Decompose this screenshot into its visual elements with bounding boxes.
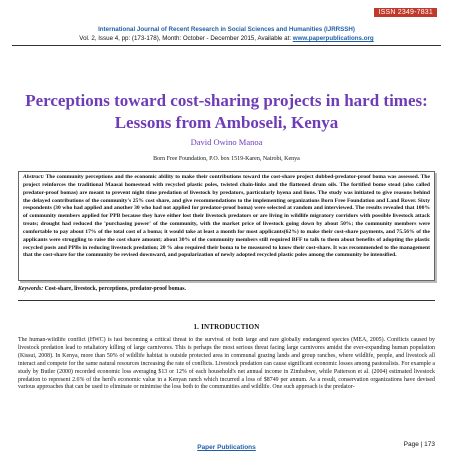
publisher-link[interactable]: Paper Publications (197, 444, 256, 451)
header-rule (12, 45, 441, 46)
keywords-rule (18, 300, 435, 301)
keywords-label: Keywords: (18, 286, 44, 292)
footer-publisher (0, 444, 453, 451)
abstract-box (18, 171, 435, 281)
keywords-text: Cost-share, livestock, perceptions, predator-proof bomas. (43, 286, 186, 292)
volume-line (0, 34, 453, 43)
abstract-label: Abstract: (23, 174, 45, 180)
abstract-text: The community perceptions and the economic ability to make their contributions toward the cost-share project dubbed-predator-proof boma was assessed. The project reinforces the traditional Maasai homestead with recycled plastic poles, twisted chain-links and the flattened drum oils. The fortified bome stead (also called predator-proof bomas) are meant to prevent night time predation of livestock by predators, particularly hyena and lions. The study was initiated to give reasons behind the delayed contributions of the community's 25% cost share, and give recommendations to the implementing organizations Born Free Foundation and Land Rover. Sixty respondents (30 who had applied and another 30 who had not applied for predator-proof boma) were selected at random and interviewed. The results revealed that 100% of community members applied for PPB because they have either lost their livestock predators or are living in wildlife migratory corridors with possible livestock attack treats; drought had reduced the 'purchasing power' of the community, with the market price of livestock going down by about 50%; the community members were comfortable to pay about 17% of the total cost of a boma; it would take at least a month for most applicants(62%) to make their cost-share payments, and 75.56% of the applicants were struggling to raise the cost share amount; about 30% of the community members still required BFF to talk to them about benefits of adopting the plastic recycled posts and PPBs in reducing livestock predation; 20 % also required their boma to be measured to know their cost-share. It was recommended to the management that the cost-share for the community be revised downward, and popularization of newly adopted recycled plastic poles among the community be intensified. (23, 174, 430, 259)
issn-badge: ISSN 2349-7831 (374, 8, 437, 17)
author-affiliation: Born Free Foundation, P.O. box 1519-Karen, Nairobi, Kenya (153, 156, 300, 162)
journal-header (0, 25, 453, 43)
page-number: Page | 173 (403, 441, 435, 448)
keywords-line (18, 286, 435, 292)
introduction-text: The human-wildlife conflict (HWC) is fast becoming a critical threat to the survival of both large and rare globally endangered species (MEA, 2005). Conflicts caused by livestock predation lead to retaliatory killing of large carnivores. This is perhaps the most serious threat facing large carnivores amidst the ever-expanding human population (Kissui, 2008). In Kenya, more than 50% of wildlife habitat is outside protected area in communal grazing lands and group ranches, where wildlife, people, and livestock all interact and compete for the same natural resources increasing the rate of conflicts. Livestock predation can cause significant economic losses among pastoralists. For example a study by Butler (2000) recorded economic loss averaging $13 or 12% of each household's net annual income in Zimbabwe, while Patterson et al. (2004) estimated livestock predation to represent 2.6% of the herd's economic value in a Kenyan ranch which incurred a loss of $8749 per annum. As a result, conservation organizations have devised various approaches that can be used to eliminate or minimise the loss both to the communities and wildlife. One such approach is the predator- (18, 337, 435, 391)
volume-info: Vol. 2, Issue 4, pp: (173-178), Month: October - December 2015, Available at: (79, 35, 293, 42)
website-link[interactable]: www.paperpublications.org (292, 35, 374, 42)
section-heading-introduction: 1. INTRODUCTION (193, 323, 260, 331)
author-name: David Owino Manoa (190, 137, 263, 147)
journal-name: International Journal of Recent Research in Social Sciences and Humanities (IJRRSSH) (98, 26, 355, 33)
paper-title: Perceptions toward cost-sharing projects in hard times: Lessons from Amboseli, Kenya (25, 91, 428, 132)
